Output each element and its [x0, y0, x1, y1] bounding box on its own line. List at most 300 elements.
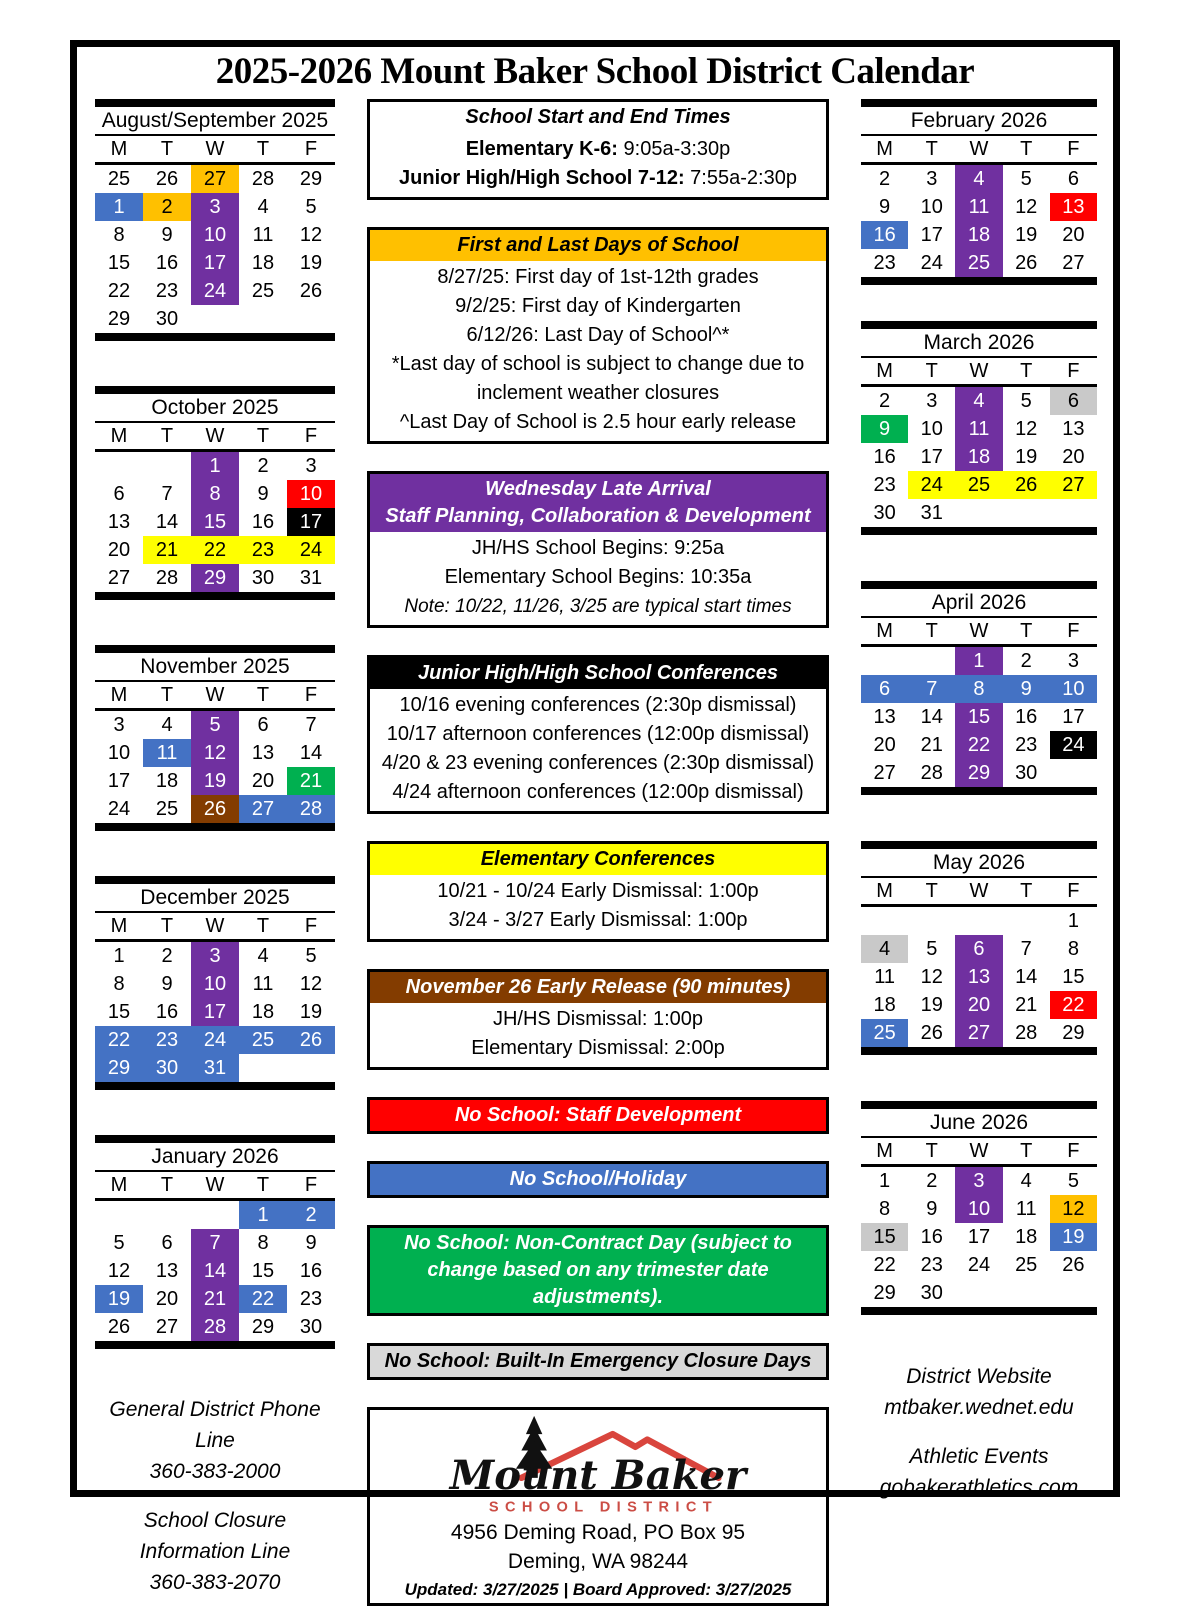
day-cell [287, 1054, 335, 1082]
day-cell [143, 1201, 191, 1229]
weeks-grid [95, 942, 335, 1082]
day-cell: 26 [1003, 471, 1050, 499]
day-cell: 14 [920, 706, 943, 728]
box-body-line: 3/24 - 3/27 Early Dismissal: 1:00p [448, 909, 748, 931]
box-body-line: 8/27/25: First day of 1st-12th grades [437, 266, 759, 288]
day-cell: 8 [955, 675, 1002, 703]
weekday-label: T [256, 425, 270, 447]
month-october-2025 [95, 386, 335, 600]
weekday-header-row [95, 682, 335, 711]
day-cell: 29 [107, 308, 131, 330]
month-august-september-2025 [95, 99, 335, 341]
day-cell: 15 [107, 252, 131, 274]
weekday-label: W [205, 425, 225, 447]
footer-phone: 360-383-2000 [149, 1460, 281, 1483]
weekday-label: F [1067, 138, 1080, 160]
box-header-line: Wednesday Late Arrival [485, 478, 711, 500]
day-cell: 4 [257, 945, 269, 967]
box-header [370, 972, 826, 1003]
page-frame [70, 40, 1120, 1599]
box-body-line: Junior High/High School 7-12: 7:55a-2:30p [399, 167, 797, 189]
day-cell: 31 [299, 567, 323, 589]
box-body [370, 689, 826, 811]
day-cell: 19 [1015, 224, 1038, 246]
day-cell: 15 [107, 1001, 131, 1023]
day-cell: 9 [305, 1232, 317, 1254]
weekday-label: T [160, 425, 174, 447]
bold-label: Junior High/High School 7-12: [399, 167, 685, 189]
day-cell: 13 [1050, 193, 1097, 221]
day-cell: 14 [299, 742, 323, 764]
day-cell: 26 [299, 280, 323, 302]
day-cell: 27 [1050, 471, 1097, 499]
day-cell [287, 305, 335, 333]
weekday-header-row [95, 136, 335, 165]
day-cell: 9 [861, 415, 908, 443]
day-cell: 30 [251, 567, 275, 589]
day-cell [95, 1201, 143, 1229]
calendar-title: 2025-2026 Mount Baker School District Calendar [215, 51, 975, 92]
day-cell [1050, 1279, 1097, 1307]
box-header-line: No School: Staff Development [454, 1104, 742, 1126]
day-cell: 20 [155, 1288, 179, 1310]
weekday-label: W [969, 880, 989, 902]
day-cell [1050, 499, 1097, 527]
day-cell: 25 [1015, 1254, 1038, 1276]
day-cell: 1 [879, 1170, 891, 1192]
day-cell: 16 [155, 1001, 179, 1023]
day-cell: 31 [191, 1054, 239, 1082]
day-cell: 29 [1062, 1022, 1085, 1044]
month-title: April 2026 [861, 589, 1097, 618]
day-cell: 7 [191, 1229, 239, 1257]
day-cell: 28 [155, 567, 179, 589]
weekday-label: M [876, 620, 893, 642]
day-cell: 28 [287, 795, 335, 823]
month-title: November 2025 [95, 653, 335, 682]
day-cell: 8 [1067, 938, 1079, 960]
day-cell: 3 [926, 390, 938, 412]
weekday-header-row [861, 136, 1097, 165]
weeks-grid [95, 711, 335, 823]
weekday-label: F [304, 1174, 318, 1196]
weekday-label: F [1067, 360, 1080, 382]
day-cell: 2 [143, 193, 191, 221]
left-months [95, 99, 335, 1349]
day-cell: 19 [920, 994, 943, 1016]
day-cell: 29 [299, 168, 323, 190]
day-cell: 19 [191, 767, 239, 795]
box-body [370, 532, 826, 625]
day-cell: 10 [287, 480, 335, 508]
footer-group [861, 1441, 1097, 1503]
weekday-header-row [861, 1138, 1097, 1167]
day-cell: 3 [191, 193, 239, 221]
district-logo-box [367, 1407, 829, 1606]
weekday-label: W [969, 360, 989, 382]
day-cell: 24 [191, 1026, 239, 1054]
day-cell: 3 [1067, 650, 1079, 672]
day-cell [1003, 1279, 1050, 1307]
day-cell: 12 [1050, 1195, 1097, 1223]
info-boxes [367, 99, 829, 1380]
day-cell: 26 [1062, 1254, 1085, 1276]
middle-column [367, 99, 829, 1606]
weekday-label: T [1020, 138, 1033, 160]
day-cell: 20 [107, 539, 131, 561]
day-cell: 3 [191, 942, 239, 970]
box-header [370, 230, 826, 261]
footer-link: mtbaker.wednet.edu [884, 1396, 1074, 1419]
month-title: January 2026 [95, 1143, 335, 1172]
weekday-label: T [1020, 1140, 1033, 1162]
box-body [370, 1003, 826, 1067]
box-header [370, 1346, 826, 1377]
day-cell: 17 [191, 249, 239, 277]
footer-right [861, 1361, 1097, 1503]
day-cell: 28 [920, 762, 943, 784]
day-cell: 21 [1015, 994, 1038, 1016]
day-cell [861, 647, 908, 675]
month-january-2026 [95, 1135, 335, 1349]
weekday-label: T [1020, 880, 1033, 902]
day-cell: 10 [955, 1195, 1002, 1223]
day-cell [191, 305, 239, 333]
weekday-label: M [876, 138, 893, 160]
day-cell: 28 [251, 168, 275, 190]
box-header-line: Elementary Conferences [480, 848, 716, 870]
day-cell: 27 [1062, 252, 1085, 274]
weekday-label: M [876, 360, 893, 382]
day-cell: 22 [191, 536, 239, 564]
day-cell: 1 [95, 193, 143, 221]
day-cell: 8 [113, 224, 125, 246]
day-cell: 29 [191, 564, 239, 592]
day-cell: 26 [287, 1026, 335, 1054]
box-header [370, 1164, 826, 1195]
day-cell: 18 [1015, 1226, 1038, 1248]
day-cell: 29 [873, 1282, 896, 1304]
weekday-label: F [1067, 620, 1080, 642]
day-cell [143, 452, 191, 480]
day-cell: 28 [1015, 1022, 1038, 1044]
day-cell: 12 [299, 224, 323, 246]
day-cell: 10 [920, 418, 943, 440]
day-cell [908, 907, 955, 935]
day-cell: 3 [926, 168, 938, 190]
box-body [370, 261, 826, 441]
day-cell: 26 [191, 795, 239, 823]
day-cell: 10 [191, 970, 239, 998]
day-cell: 4 [861, 935, 908, 963]
day-cell: 25 [955, 249, 1002, 277]
box-wednesday-late-arrival [367, 471, 829, 628]
day-cell: 26 [107, 1316, 131, 1338]
weekday-header-row [95, 1172, 335, 1201]
day-cell: 5 [1067, 1170, 1079, 1192]
day-cell: 19 [1015, 446, 1038, 468]
weekday-label: M [876, 1140, 893, 1162]
month-march-2026 [861, 321, 1097, 535]
day-cell: 8 [257, 1232, 269, 1254]
day-cell: 23 [920, 1254, 943, 1276]
weekday-label: W [205, 915, 225, 937]
day-cell [955, 1279, 1002, 1307]
weekday-label: M [110, 138, 128, 160]
day-cell: 22 [873, 1254, 896, 1276]
footer-line: School Closure Information Line [139, 1509, 291, 1563]
month-title: June 2026 [861, 1109, 1097, 1138]
box-header [370, 1100, 826, 1131]
day-cell: 31 [920, 502, 943, 524]
weekday-label: T [256, 1174, 270, 1196]
day-cell: 15 [1062, 966, 1085, 988]
day-cell: 16 [873, 446, 896, 468]
day-cell: 3 [955, 1167, 1002, 1195]
day-cell [861, 907, 908, 935]
day-cell: 4 [955, 165, 1002, 193]
day-cell: 30 [143, 1054, 191, 1082]
weekday-label: T [160, 915, 174, 937]
day-cell: 11 [252, 224, 274, 246]
day-cell: 18 [955, 443, 1002, 471]
day-cell: 23 [143, 1026, 191, 1054]
day-cell: 4 [161, 714, 173, 736]
day-cell: 29 [955, 759, 1002, 787]
box-body [370, 875, 826, 939]
footer-line: Athletic Events [909, 1445, 1049, 1468]
weekday-label: F [304, 915, 318, 937]
weekday-label: T [925, 1140, 938, 1162]
box-body-line: 4/24 afternoon conferences (12:00p dismissal) [392, 781, 804, 803]
weekday-label: W [969, 1140, 989, 1162]
day-cell: 23 [155, 280, 179, 302]
box-header-line: No School: Non-Contract Day (subject to change based on any trimester date adjustments). [404, 1232, 792, 1308]
day-cell: 18 [251, 1001, 275, 1023]
box-body-line: 4/20 & 23 evening conferences (2:30p dismissal) [381, 752, 815, 774]
day-cell: 11 [874, 966, 895, 988]
district-address-line1: 4956 Deming Road, PO Box 95 [450, 1521, 746, 1544]
box-body-line: 10/16 evening conferences (2:30p dismissal) [399, 694, 797, 716]
day-cell: 9 [926, 1198, 938, 1220]
day-cell: 7 [908, 675, 955, 703]
weekday-label: M [110, 684, 128, 706]
district-address-line2: Deming, WA 98244 [507, 1550, 689, 1573]
day-cell: 17 [107, 770, 131, 792]
box-jh-hs-conferences [367, 655, 829, 814]
box-body-line: Note: 10/22, 11/26, 3/25 are typical start times [404, 596, 792, 617]
day-cell: 11 [143, 739, 191, 767]
day-cell: 23 [239, 536, 287, 564]
day-cell: 17 [191, 998, 239, 1026]
footer-line: General District Phone Line [109, 1398, 321, 1452]
weekday-label: T [1020, 360, 1033, 382]
day-cell: 2 [257, 455, 269, 477]
day-cell: 14 [191, 1257, 239, 1285]
weekday-header-row [95, 913, 335, 942]
day-cell [191, 1201, 239, 1229]
day-cell: 13 [873, 706, 896, 728]
day-cell [955, 907, 1002, 935]
day-cell: 23 [873, 474, 896, 496]
box-first-last-days [367, 227, 829, 444]
day-cell: 5 [1020, 168, 1032, 190]
box-nov26-early-release [367, 969, 829, 1070]
weekday-label: T [925, 880, 938, 902]
updated-approved-line: Updated: 3/27/2025 | Board Approved: 3/27/2025 [404, 1580, 792, 1599]
day-cell: 16 [1015, 706, 1038, 728]
day-cell: 6 [1050, 387, 1097, 415]
day-cell: 25 [251, 280, 275, 302]
day-cell: 25 [107, 168, 131, 190]
day-cell: 30 [920, 1282, 943, 1304]
day-cell: 7 [1020, 938, 1032, 960]
day-cell: 18 [155, 770, 179, 792]
weekday-label: W [969, 138, 989, 160]
left-column [95, 99, 335, 1616]
day-cell: 5 [113, 1232, 125, 1254]
box-body-line: 9/2/25: First day of Kindergarten [455, 295, 741, 317]
month-february-2026 [861, 99, 1097, 285]
weekday-label: W [205, 684, 225, 706]
weekday-label: T [256, 684, 270, 706]
day-cell: 30 [873, 502, 896, 524]
weekday-header-row [95, 423, 335, 452]
day-cell: 27 [107, 567, 131, 589]
weekday-label: W [205, 138, 225, 160]
day-cell: 2 [879, 390, 891, 412]
day-cell: 17 [920, 446, 943, 468]
bar-no-school-holiday [367, 1161, 829, 1198]
day-cell: 16 [299, 1260, 323, 1282]
day-cell: 5 [305, 945, 317, 967]
month-title: May 2026 [861, 849, 1097, 878]
day-cell [1050, 759, 1097, 787]
day-cell: 24 [107, 798, 131, 820]
weekday-label: T [925, 360, 938, 382]
weekday-label: M [876, 880, 893, 902]
box-body-line: Elementary K-6: 9:05a-3:30p [465, 138, 731, 160]
day-cell: 6 [161, 1232, 173, 1254]
day-cell [955, 499, 1002, 527]
weekday-label: T [925, 620, 938, 642]
day-cell: 15 [191, 508, 239, 536]
day-cell: 17 [1062, 706, 1085, 728]
day-cell: 21 [287, 767, 335, 795]
weeks-grid [861, 165, 1097, 277]
day-cell: 6 [955, 935, 1002, 963]
day-cell: 16 [920, 1226, 943, 1248]
day-cell: 25 [239, 1026, 287, 1054]
day-cell: 27 [955, 1019, 1002, 1047]
weeks-grid [861, 387, 1097, 527]
day-cell: 12 [191, 739, 239, 767]
day-cell: 30 [155, 308, 179, 330]
day-cell: 6 [861, 675, 908, 703]
day-cell: 18 [873, 994, 896, 1016]
day-cell: 30 [299, 1316, 323, 1338]
weekday-label: F [304, 138, 318, 160]
day-cell: 1 [191, 452, 239, 480]
day-cell: 6 [257, 714, 269, 736]
day-cell: 22 [107, 280, 131, 302]
logo-subtitle-text: SCHOOL DISTRICT [488, 1499, 719, 1516]
month-june-2026 [861, 1101, 1097, 1315]
day-cell: 2 [1020, 650, 1032, 672]
day-cell: 10 [920, 196, 943, 218]
month-may-2026 [861, 841, 1097, 1055]
day-cell: 2 [879, 168, 891, 190]
day-cell: 24 [1050, 731, 1097, 759]
weekday-label: T [256, 138, 270, 160]
box-header [370, 844, 826, 875]
box-start-end-times [367, 99, 829, 200]
day-cell: 22 [955, 731, 1002, 759]
box-body-line: 6/12/26: Last Day of School^* [466, 324, 730, 346]
box-body-line: *Last day of school is subject to change due to inclement weather closures [391, 353, 805, 404]
weekday-label: T [160, 138, 174, 160]
day-cell: 26 [920, 1022, 943, 1044]
day-cell: 4 [955, 387, 1002, 415]
day-cell: 25 [155, 798, 179, 820]
box-body-line: JH/HS School Begins: 9:25a [471, 537, 725, 559]
day-cell: 15 [251, 1260, 275, 1282]
day-cell: 13 [955, 963, 1002, 991]
day-cell: 11 [252, 973, 274, 995]
weekday-label: F [304, 425, 318, 447]
day-cell: 25 [955, 471, 1002, 499]
box-header-line: No School: Built-In Emergency Closure Days [384, 1350, 812, 1372]
footer-phone: 360-383-2070 [149, 1571, 281, 1594]
box-header [370, 658, 826, 689]
box-header-line: November 26 Early Release (90 minutes) [405, 976, 791, 998]
box-body-line: ^Last Day of School is 2.5 hour early release [399, 411, 797, 433]
day-cell: 10 [107, 742, 131, 764]
day-cell: 2 [161, 945, 173, 967]
day-cell: 12 [1015, 418, 1038, 440]
day-cell: 8 [191, 480, 239, 508]
box-body-line: JH/HS Dismissal: 1:00p [492, 1008, 704, 1030]
day-cell: 13 [1062, 418, 1085, 440]
day-cell: 11 [955, 193, 1002, 221]
weeks-grid [861, 907, 1097, 1047]
box-header [370, 1228, 826, 1313]
day-cell: 1 [1067, 910, 1079, 932]
month-title: March 2026 [861, 329, 1097, 358]
day-cell: 14 [1015, 966, 1038, 988]
day-cell [239, 305, 287, 333]
right-months [861, 99, 1097, 1315]
day-cell: 16 [251, 511, 275, 533]
bar-no-school-emergency-closure [367, 1343, 829, 1380]
day-cell: 9 [257, 483, 269, 505]
day-cell: 5 [926, 938, 938, 960]
day-cell: 6 [1067, 168, 1079, 190]
day-cell: 17 [967, 1226, 991, 1248]
footer-line: District Website [906, 1365, 1052, 1388]
day-cell: 27 [191, 165, 239, 193]
month-title: February 2026 [861, 107, 1097, 136]
day-cell: 25 [861, 1019, 908, 1047]
day-cell: 15 [861, 1223, 908, 1251]
day-cell: 24 [191, 277, 239, 305]
day-cell: 4 [1020, 1170, 1032, 1192]
day-cell: 22 [1050, 991, 1097, 1019]
day-cell: 16 [861, 221, 908, 249]
columns [77, 93, 1113, 1616]
month-november-2025 [95, 645, 335, 831]
day-cell: 24 [908, 471, 955, 499]
